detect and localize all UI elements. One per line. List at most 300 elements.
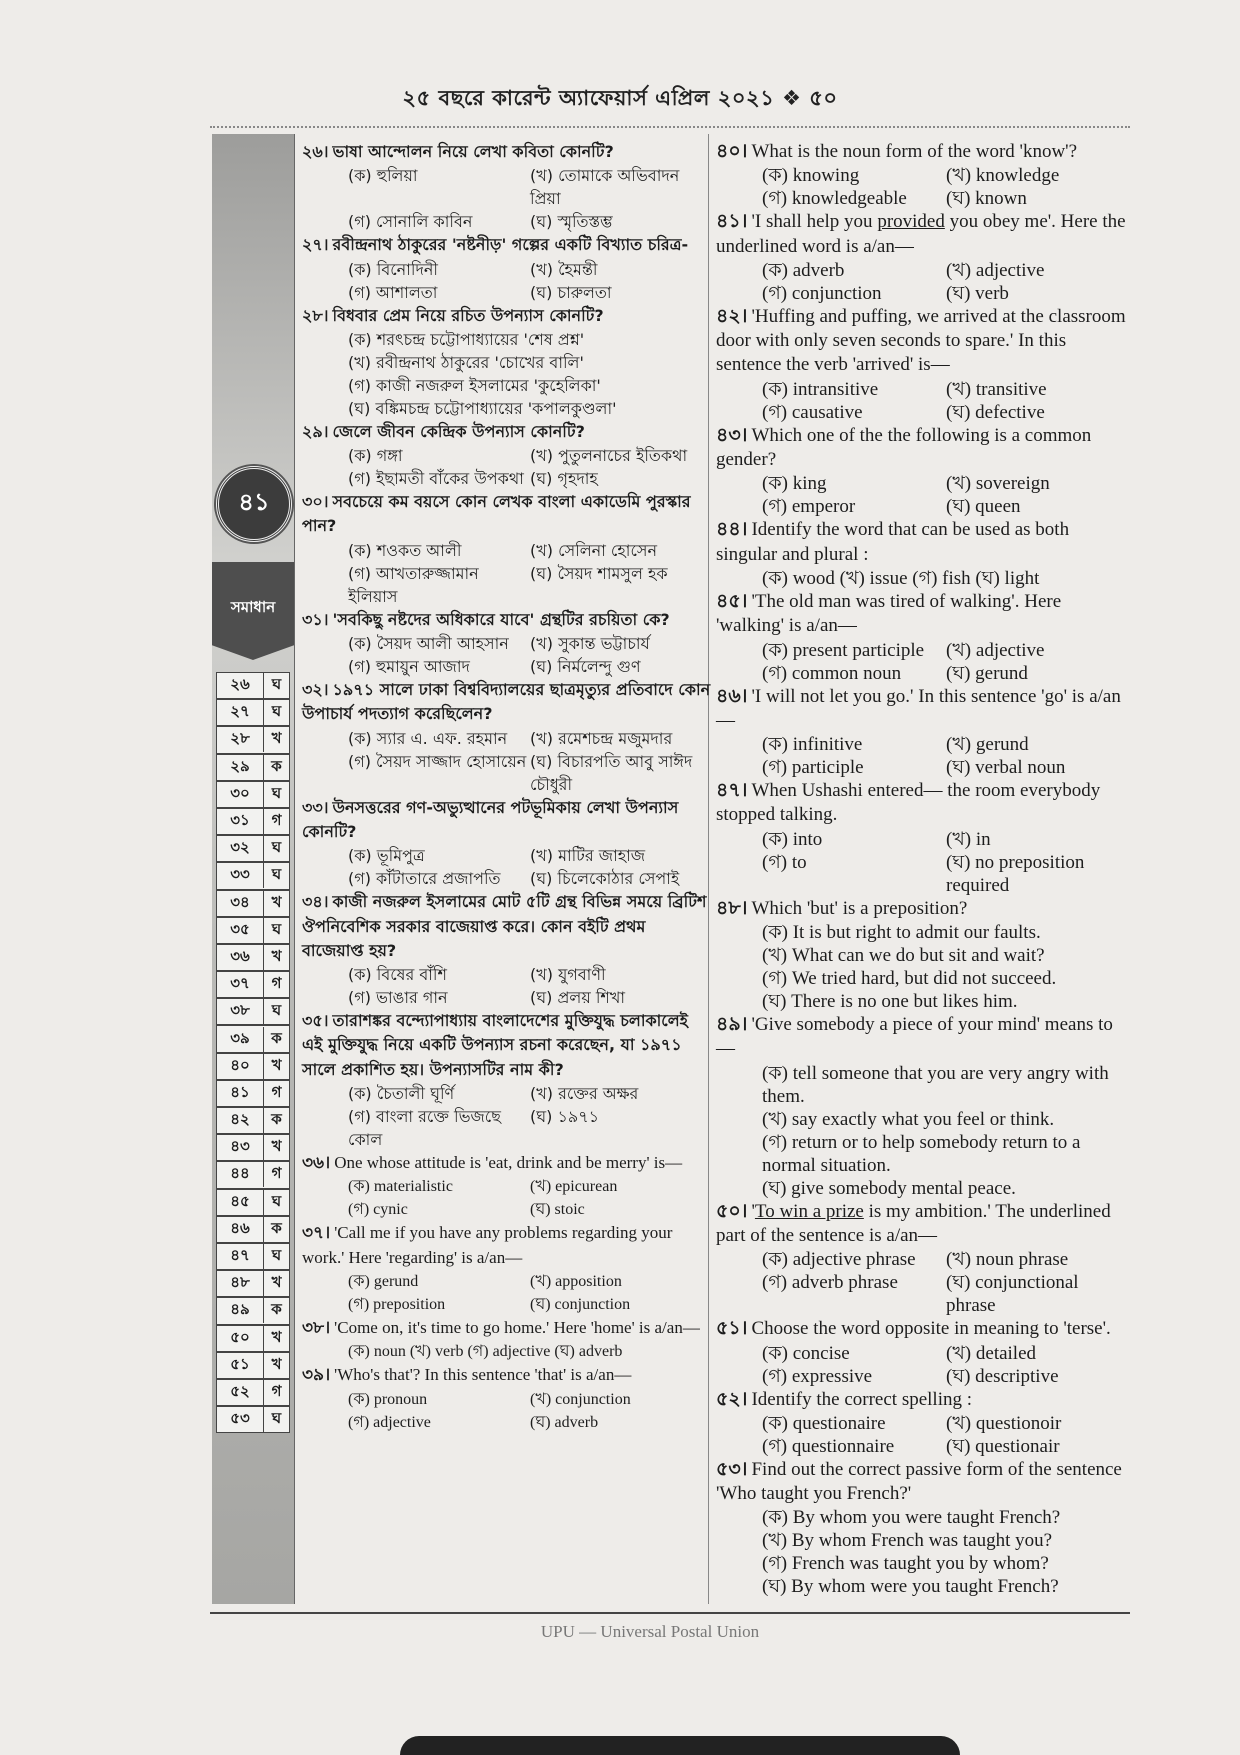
question-number: ৩৭।	[302, 1223, 331, 1243]
answer-choice: (খ) say exactly what you feel or think.	[762, 1108, 1055, 1130]
answer-choice: (ঘ) questionair	[946, 1435, 1060, 1457]
question-text: ভাষা আন্দোলন নিয়ে লেখা কবিতা কোনটি?	[332, 142, 614, 161]
question-text: 'Come on, it's time to go home.' Here 'home' is a/an—	[334, 1317, 700, 1337]
question-number: ৩৬।	[302, 1153, 331, 1173]
answer-number: ৫০	[217, 1326, 264, 1351]
answer-choice: (ক) present participle	[762, 639, 925, 661]
question-item	[302, 1363, 712, 1433]
answer-option: ক	[271, 756, 282, 775]
question-number: ৩০।	[302, 492, 329, 512]
answer-number: ৩১	[217, 809, 264, 834]
answer-option: ঘ	[271, 1001, 282, 1020]
question-stem	[302, 420, 712, 444]
question-item	[302, 233, 712, 303]
question-stem	[302, 796, 712, 845]
question-stem	[716, 1200, 1130, 1249]
question-number: ২৭।	[302, 235, 329, 255]
answer-row	[216, 1107, 290, 1134]
answer-row	[216, 672, 290, 699]
question-item	[716, 1200, 1130, 1318]
answer-choice: (ক) gerund	[348, 1272, 419, 1290]
answer-row	[216, 1025, 290, 1052]
answer-choice: (গ) We tried hard, but did not succeed.	[762, 968, 1057, 990]
answer-row	[216, 754, 290, 781]
answer-choice: (গ) হুমায়ুন আজাদ	[348, 657, 470, 677]
answer-choice: (ঘ) queen	[946, 496, 1021, 518]
option-list	[302, 1082, 712, 1151]
question-number: ৪২।	[716, 305, 748, 327]
answer-option: গ	[271, 1082, 282, 1101]
question-stem	[302, 1009, 712, 1082]
answer-choice: (খ) তোমাকে অভিবাদন প্রিয়া	[530, 166, 680, 209]
answer-choice: (ঘ) conjunctional phrase	[946, 1272, 1079, 1317]
answer-number: ২৯	[217, 755, 264, 780]
question-text: রবীন্দ্রনাথ ঠাকুরের 'নষ্টনীড়' গল্পের একটি বিখ্যাত চরিত্র-	[332, 235, 689, 255]
question-text: What is the noun form of the word 'know'?	[751, 141, 1078, 162]
question-item	[716, 140, 1130, 210]
answer-row	[216, 862, 290, 889]
answer-choice: (খ) in	[946, 828, 991, 850]
question-stem	[716, 1013, 1130, 1062]
option-list	[716, 1248, 1130, 1317]
question-text: Identify the correct spelling :	[751, 1388, 973, 1410]
answer-row	[216, 1379, 290, 1406]
answer-row	[216, 1189, 290, 1216]
answer-choice: (গ) ভাঙার গান	[348, 988, 448, 1008]
question-stem	[302, 678, 712, 727]
question-item	[716, 897, 1130, 1013]
option-list	[716, 472, 1130, 518]
answer-row	[216, 917, 290, 944]
answer-choice: (ঘ) By whom were you taught French?	[762, 1576, 1059, 1598]
question-item	[302, 1009, 712, 1151]
answer-choice: (গ) causative	[762, 401, 863, 423]
answer-number: ৩৮	[217, 999, 264, 1024]
question-item	[302, 420, 712, 490]
question-stem	[716, 590, 1130, 639]
option-list	[716, 921, 1130, 1013]
answer-choice: (ক) By whom you were taught French?	[762, 1507, 1061, 1529]
answer-choice: (ঘ) stoic	[530, 1201, 585, 1219]
question-item	[302, 678, 712, 796]
option-list	[302, 1388, 712, 1434]
answer-option: খ	[271, 892, 282, 911]
answer-choice: (খ) sovereign	[946, 473, 1050, 495]
answer-row	[216, 998, 290, 1025]
answer-row	[216, 1053, 290, 1080]
question-number: ৩১।	[302, 609, 329, 629]
answer-option: খ	[271, 1354, 282, 1373]
answer-choice: (খ) পুতুলনাচের ইতিকথা	[530, 446, 688, 466]
answer-choice: (ঘ) প্রলয় শিখা	[530, 988, 626, 1008]
question-number: ৪৬।	[716, 685, 748, 707]
answer-number: ৩৪	[217, 891, 264, 916]
answer-choice: (ঘ) স্মৃতিস্তম্ভ	[530, 212, 613, 232]
answer-choice: (ঘ) give somebody mental peace.	[762, 1177, 1016, 1199]
answer-choice: (খ) হৈমন্তী	[530, 259, 598, 279]
answer-choice: (খ) adjective	[946, 259, 1045, 281]
answer-row	[216, 1325, 290, 1352]
option-list	[302, 963, 712, 1009]
answer-choice: (ক) হুলিয়া	[348, 166, 418, 186]
option-list	[302, 1270, 712, 1316]
answer-number: ৫১	[217, 1353, 264, 1378]
question-number: ৫১।	[716, 1318, 748, 1340]
answer-number: ৩২	[217, 836, 264, 861]
answer-option: খ	[271, 1137, 282, 1156]
option-list	[302, 1175, 712, 1221]
answer-choice: (খ) conjunction	[530, 1390, 631, 1408]
answer-key-table	[216, 672, 290, 1433]
question-stem	[302, 233, 712, 257]
answer-choice: (খ) What can we do but sit and wait?	[762, 945, 1045, 967]
answer-choice: (খ) epicurean	[530, 1178, 618, 1196]
answer-number: ৪১	[217, 1081, 264, 1106]
option-list	[716, 1412, 1130, 1458]
question-number: ৩৫।	[302, 1011, 329, 1031]
answer-option: গ	[271, 1164, 282, 1183]
answer-choice: (ঘ) সৈয়দ শামসুল হক	[530, 563, 668, 583]
answer-number: ৩৫	[217, 918, 264, 943]
question-item	[302, 1151, 712, 1221]
question-text: 'Huffing and puffing, we arrived at the classroom door with only seven seconds to spare.' In this sentence the verb 'arrived' is—	[716, 305, 1126, 376]
option-list	[716, 1342, 1130, 1388]
question-text: Which 'but' is a preposition?	[751, 897, 968, 919]
answer-choice: (ঘ) no preposition required	[946, 851, 1085, 896]
answer-choice: (গ) knowledgeable	[762, 188, 907, 210]
question-number: ৪৪।	[716, 519, 748, 541]
answer-choice: (খ) রক্তের অক্ষর	[530, 1084, 639, 1104]
question-text: উনসত্তরের গণ-অভ্যুত্থানের পটভূমিকায় লেখা উপন্যাস কোনটি?	[302, 797, 679, 841]
answer-choice: (গ) cynic	[348, 1201, 408, 1219]
answer-choice: (ক) চৈতালী ঘূর্ণি	[348, 1084, 455, 1104]
question-number: ৩৯।	[302, 1365, 331, 1385]
answer-choice: (ক) questionaire	[762, 1412, 886, 1434]
answer-option: ঘ	[271, 675, 282, 694]
answer-number: ৪৬	[217, 1217, 264, 1242]
answer-number: ৪৩	[217, 1135, 264, 1160]
option-list	[302, 328, 712, 420]
answer-choice: (ক) শরৎচন্দ্র চট্টোপাধ্যায়ের 'শেষ প্রশ্ন'	[348, 329, 585, 349]
question-text: you obey me'. Here the underlined word is a/an—	[716, 211, 1126, 257]
underlined-phrase: To win a prize	[754, 1200, 864, 1222]
question-item	[716, 590, 1130, 685]
answer-choice: (খ) apposition	[530, 1272, 622, 1290]
answer-row	[216, 1270, 290, 1297]
question-stem	[302, 608, 712, 632]
option-list	[716, 828, 1130, 897]
answer-choice: (ঘ) ১৯৭১	[530, 1107, 600, 1127]
question-item	[716, 685, 1130, 780]
question-number: ২৬।	[302, 142, 329, 161]
question-item	[716, 424, 1130, 519]
answer-choice: (ক) বিষের বাঁশি	[348, 965, 447, 985]
question-item	[716, 779, 1130, 897]
question-item	[716, 518, 1130, 590]
answer-number: ৩৭	[217, 972, 264, 997]
answer-choice: (খ) By whom French was taught you?	[762, 1530, 1053, 1552]
option-list	[716, 567, 1130, 590]
answer-choice: (গ) participle	[762, 757, 864, 779]
answer-choice: (ক) pronoun	[348, 1390, 428, 1408]
answer-number: ৩৩	[217, 863, 264, 888]
question-stem	[302, 1316, 712, 1340]
answer-option: খ	[271, 1273, 282, 1292]
answer-option: ক	[271, 1300, 282, 1319]
question-text: Choose the word opposite in meaning to 'terse'.	[751, 1318, 1111, 1340]
question-item	[302, 1316, 712, 1363]
question-item	[716, 1458, 1130, 1599]
question-stem	[716, 1317, 1130, 1341]
option-list	[302, 844, 712, 890]
answer-choice: (ঘ) There is no one but likes him.	[762, 991, 1018, 1013]
answer-number: ২৮	[217, 727, 264, 752]
question-text: '	[751, 1200, 755, 1222]
question-text: 'Call me if you have any problems regarding your work.' Here 'regarding' is a/an—	[302, 1223, 673, 1267]
answer-choice: (ক) সৈয়দ আলী আহসান	[348, 634, 509, 654]
answer-choice: (গ) আশালতা	[348, 282, 438, 302]
answer-option: ক	[271, 1110, 282, 1129]
answer-row	[216, 808, 290, 835]
answer-choice: (গ) সোনালি কাবিন	[348, 212, 473, 232]
answer-option: ক	[271, 1028, 282, 1047]
answer-choice: (গ) কাজী নজরুল ইসলামের 'কুহেলিকা'	[348, 375, 601, 395]
question-stem	[716, 685, 1130, 734]
question-stem	[302, 490, 712, 539]
answer-choice: (ক) intransitive	[762, 378, 879, 400]
answer-row	[216, 890, 290, 917]
option-list	[302, 727, 712, 796]
answer-option: খ	[271, 1327, 282, 1346]
answer-choice: (ক) It is but right to admit our faults.	[762, 922, 1041, 944]
answer-row	[216, 1216, 290, 1243]
question-text: সবচেয়ে কম বয়সে কোন লেখক বাংলা একাডেমি পুরস্কার পান?	[302, 492, 691, 536]
answer-choice: (ঘ) চিলেকোঠার সেপাই	[530, 869, 680, 889]
question-stem	[302, 1151, 712, 1175]
left-question-column	[302, 140, 712, 1434]
answer-choice: (ক) স্যার এ. এফ. রহমান	[348, 728, 508, 748]
answer-row	[216, 1080, 290, 1107]
answer-option: ক	[271, 1218, 282, 1237]
answer-choice: (ঘ) known	[946, 188, 1027, 210]
question-stem	[302, 1221, 712, 1270]
question-stem	[302, 140, 712, 164]
question-text: is my ambition.' The underlined part of the sentence is a/an—	[716, 1200, 1111, 1246]
answer-choice: (ক) materialistic	[348, 1178, 453, 1196]
answer-number: ২৭	[217, 700, 264, 725]
answers-label: সমাধান	[230, 598, 276, 616]
footer-divider	[210, 1612, 1130, 1614]
question-text: Which one of the the following is a common gender?	[716, 424, 1092, 471]
answer-choice: (খ) transitive	[946, 378, 1047, 400]
question-item	[716, 305, 1130, 424]
answer-choice: (গ) questionnaire	[762, 1435, 895, 1457]
question-number: ৪৩।	[716, 424, 748, 446]
underlined-phrase: provided	[877, 211, 945, 233]
answer-choice: (গ) conjunction	[762, 282, 882, 304]
answer-choice: (খ) সুকান্ত ভট্টাচার্য	[530, 634, 650, 654]
answer-option: খ	[271, 946, 282, 965]
answer-row	[216, 1352, 290, 1379]
question-number: ৩৪।	[302, 892, 329, 912]
answer-choice: (খ) যুগবাণী	[530, 965, 606, 985]
question-item	[302, 490, 712, 608]
answer-number: ২৬	[217, 673, 264, 698]
question-stem	[302, 1363, 712, 1387]
answer-choice: (গ) আখতারুজ্জামান ইলিয়াস	[348, 563, 479, 606]
answer-option: ঘ	[271, 1191, 282, 1210]
answer-choice: (ঘ) conjunction	[530, 1295, 631, 1313]
question-text: বিধবার প্রেম নিয়ে রচিত উপন্যাস কোনটি?	[332, 305, 604, 325]
question-text: 'Who's that'? In this sentence 'that' is a/an—	[334, 1365, 632, 1385]
answer-choice: (খ) রমেশচন্দ্র মজুমদার	[530, 728, 673, 748]
question-text: কাজী নজরুল ইসলামের মোট ৫টি গ্রন্থ বিভিন্ন সময়ে ব্রিটিশ ঔপনিবেশিক সরকার বাজেয়াপ্ত করে। কোন বইটি প্রথম বাজেয়াপ্ত হয়?	[302, 892, 707, 960]
answer-choice: (খ) রবীন্দ্রনাথ ঠাকুরের 'চোখের বালি'	[348, 352, 584, 372]
answer-row	[216, 1243, 290, 1270]
answer-option: ঘ	[271, 865, 282, 884]
answer-number: ৪২	[217, 1108, 264, 1133]
question-stem	[716, 424, 1130, 473]
answer-option: ঘ	[271, 702, 282, 721]
option-list	[716, 1062, 1130, 1200]
question-stem	[716, 897, 1130, 921]
question-stem	[716, 305, 1130, 378]
question-text: 'I will not let you go.' In this sentence 'go' is a/an—	[716, 685, 1121, 731]
answer-option: খ	[271, 1055, 282, 1074]
answer-choice: (খ) detailed	[946, 1342, 1037, 1364]
answer-number: ৪৭	[217, 1244, 264, 1269]
answer-row	[216, 1406, 290, 1433]
question-item	[716, 210, 1130, 305]
answer-choice: (খ) সেলিনা হোসেন	[530, 540, 657, 560]
answer-choice: (ঘ) verb	[946, 282, 1009, 304]
question-item	[716, 1317, 1130, 1387]
answer-choice: (ক) adjective phrase	[762, 1249, 916, 1271]
answer-choice: (ক) গঙ্গা	[348, 446, 403, 466]
chapter-seal-icon: ৪১	[216, 466, 292, 542]
answer-choice: (গ) return or to help somebody return to a normal situation.	[762, 1131, 1081, 1176]
option-list	[302, 444, 712, 490]
answer-option: গ	[271, 974, 282, 993]
answer-choice: (গ) বাংলা রক্তে ভিজছে কোল	[348, 1107, 501, 1150]
answer-choice: (গ) adverb phrase	[762, 1272, 898, 1294]
answer-row	[216, 1134, 290, 1161]
right-question-column	[716, 140, 1130, 1598]
question-number: ৩২।	[302, 680, 329, 700]
answer-option: ঘ	[271, 838, 282, 857]
answer-number: ৫২	[217, 1380, 264, 1405]
question-text: 'সবকিছু নষ্টদের অধিকারে যাবে' গ্রন্থটির রচয়িতা কে?	[332, 609, 670, 629]
answer-option: ঘ	[271, 919, 282, 938]
question-text: 'The old man was tired of walking'. Here 'walking' is a/an—	[716, 590, 1062, 637]
answer-choice: (গ) কাঁটাতারে প্রজাপতি	[348, 869, 501, 889]
option-list	[716, 1506, 1130, 1598]
answer-choice: (গ) common noun	[762, 662, 902, 684]
answer-choice: (ঘ) descriptive	[946, 1365, 1059, 1387]
question-number: ৫২।	[716, 1388, 748, 1410]
answer-choice: (খ) মাটির জাহাজ	[530, 846, 646, 866]
answer-sidebar	[212, 134, 295, 1604]
question-text: জেলে জীবন কেন্দ্রিক উপন্যাস কোনটি?	[332, 421, 585, 441]
option-list	[716, 733, 1130, 779]
answer-number: ৩৯	[217, 1027, 264, 1052]
question-text: 'I shall help you	[751, 211, 878, 233]
answer-choice: (ক) noun (খ) verb (গ) adjective (ঘ) adverb	[348, 1343, 623, 1361]
page-footer: UPU — Universal Postal Union	[540, 1622, 760, 1641]
answer-row	[216, 726, 290, 753]
answer-number: ৫৩	[217, 1407, 264, 1432]
question-number: ২৮।	[302, 305, 329, 325]
answer-row	[216, 944, 290, 971]
question-number: ৩৮।	[302, 1317, 331, 1337]
answer-row	[216, 1161, 290, 1188]
answer-choice: (ঘ) adverb	[530, 1413, 599, 1431]
answer-number: ৩৬	[217, 945, 264, 970]
question-number: ৪০।	[716, 141, 748, 162]
option-list	[716, 378, 1130, 424]
answer-choice: (খ) knowledge	[946, 165, 1060, 187]
answer-number: ৪৪	[217, 1162, 264, 1187]
question-number: ২৯।	[302, 421, 329, 441]
option-list	[302, 632, 712, 678]
question-item	[302, 140, 712, 233]
binding-shadow	[400, 1736, 960, 1755]
question-stem	[716, 1388, 1130, 1412]
answer-choice: (ঘ) verbal noun	[946, 757, 1066, 779]
question-item	[302, 796, 712, 891]
page-header: ২৫ বছরে কারেন্ট অ্যাফেয়ার্স এপ্রিল ২০২১ ❖ ৫০	[402, 86, 838, 110]
question-item	[302, 1221, 712, 1316]
answer-choice: (গ) সৈয়দ সাজ্জাদ হোসায়েন	[348, 751, 527, 771]
option-list	[716, 259, 1130, 305]
question-stem	[716, 1458, 1130, 1507]
option-list	[302, 539, 712, 608]
answer-option: খ	[271, 729, 282, 748]
answer-number: ৪৫	[217, 1190, 264, 1215]
option-list	[302, 258, 712, 304]
question-text: তারাশঙ্কর বন্দ্যোপাধ্যায় বাংলাদেশের মুক্তিযুদ্ধ চলাকালেই এই মুক্তিযুদ্ধ নিয়ে একটি উপন্যাস রচনা করেছেন, যা ১৯৭১ সালে প্রকাশিত হয়। উপন্যাসটির নাম কী?	[302, 1011, 688, 1079]
question-text: Identify the word that can be used as both singular and plural :	[716, 519, 1070, 565]
answer-choice: (ক) wood (খ) issue (গ) fish (ঘ) light	[762, 567, 1040, 589]
answer-choice: (ঘ) defective	[946, 401, 1045, 423]
question-number: ৪৯।	[716, 1014, 748, 1036]
answer-choice: (খ) gerund	[946, 734, 1029, 756]
answer-choice: (গ) preposition	[348, 1295, 446, 1313]
question-stem	[302, 890, 712, 963]
answer-number: ৩০	[217, 782, 264, 807]
answer-choice: (ঘ) চারুলতা	[530, 282, 612, 302]
answer-number: ৪০	[217, 1054, 264, 1079]
option-list	[716, 639, 1130, 685]
question-text: Find out the correct passive form of the sentence 'Who taught you French?'	[716, 1458, 1122, 1505]
answer-option: ঘ	[271, 783, 282, 802]
answer-choice: (ঘ) gerund	[946, 662, 1028, 684]
answer-choice: (ক) adverb	[762, 259, 845, 281]
option-list	[302, 1340, 712, 1363]
question-text: ১৯৭১ সালে ঢাকা বিশ্ববিদ্যালয়ের ছাত্রমৃত্যুর প্রতিবাদে কোন উপাচার্য পদত্যাগ করেছিলেন?	[302, 680, 711, 724]
question-number: ৪৭।	[716, 780, 748, 802]
question-number: ৩৩।	[302, 797, 329, 817]
answer-choice: (খ) adjective	[946, 639, 1045, 661]
answer-row	[216, 835, 290, 862]
question-item	[302, 890, 712, 1009]
answer-choice: (খ) questionoir	[946, 1412, 1062, 1434]
question-stem	[716, 779, 1130, 828]
answer-choice: (ক) knowing	[762, 165, 860, 187]
question-stem	[716, 518, 1130, 567]
answer-choice: (গ) emperor	[762, 496, 856, 518]
answer-row	[216, 781, 290, 808]
